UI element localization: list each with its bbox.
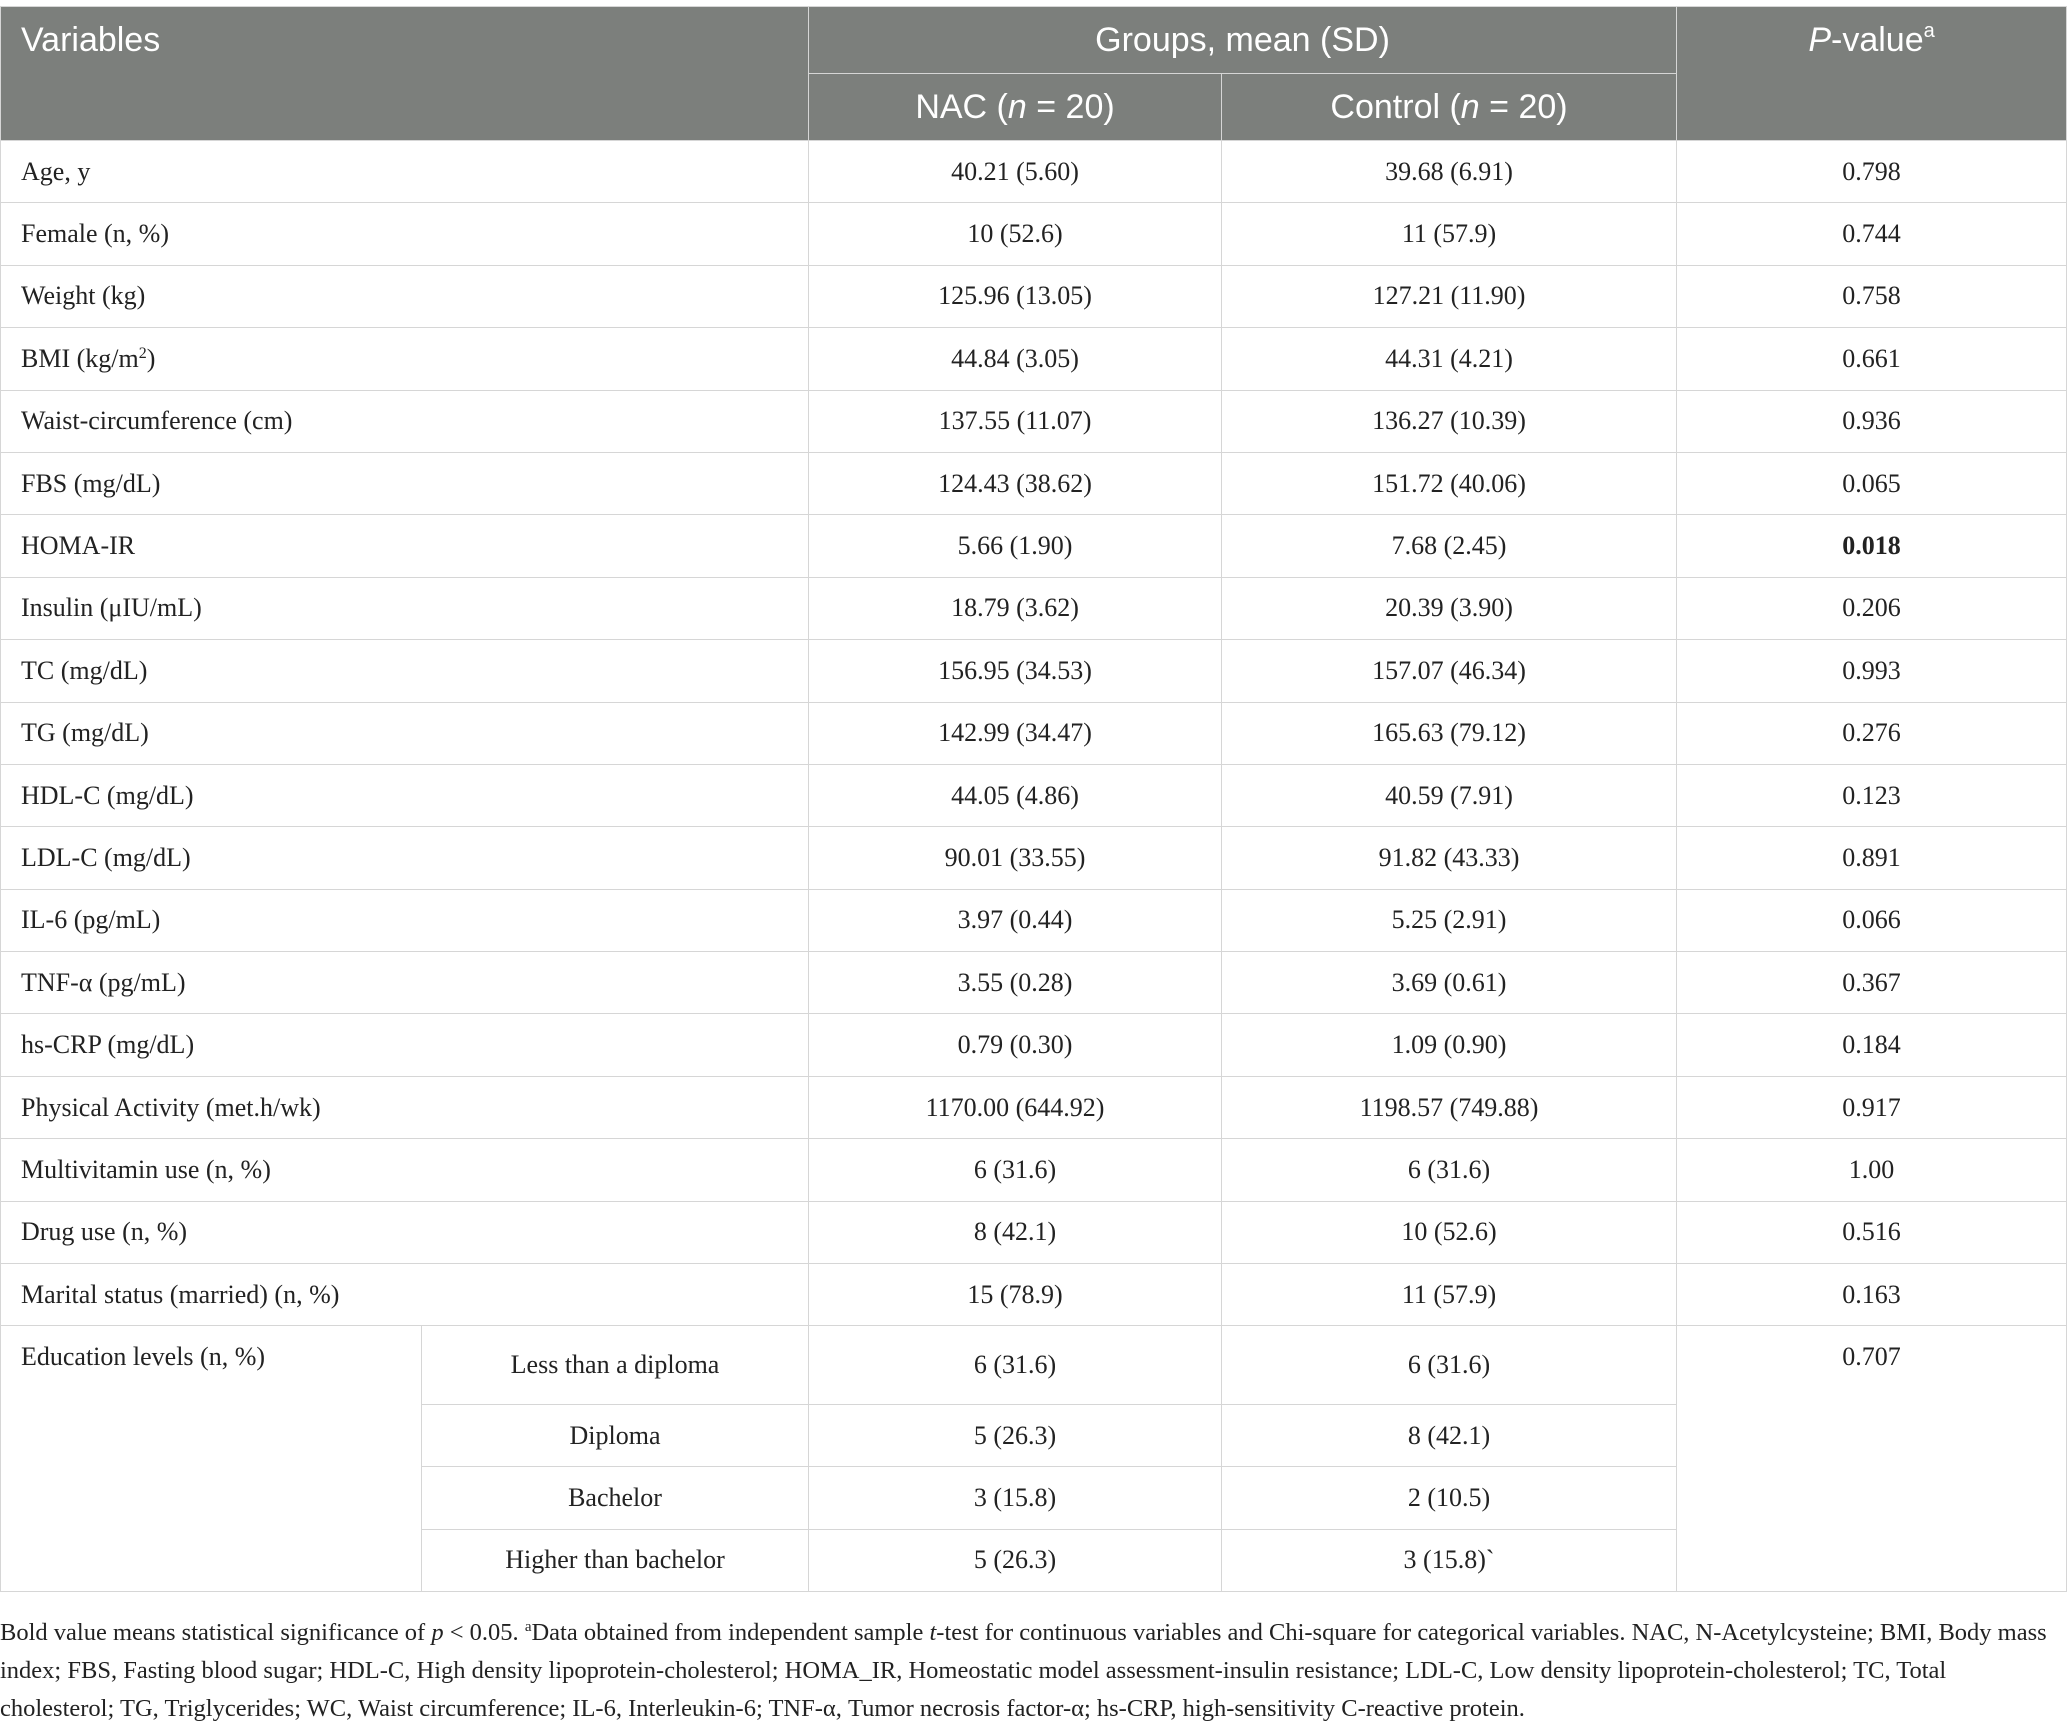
table-row [1,452,2067,514]
variable-cell: Multivitamin use (n, %) [1,1139,809,1201]
control-cell: 6 (31.6) [1222,1139,1677,1201]
table-row [1,952,2067,1014]
table-footnote: Bold value means statistical significance of p < 0.05. $^a$Data obtained from independent sample t-test for continuous variables and Chi-square for categorical variables. NAC, N-Acetylcysteine; BMI, Body mass index; FBS, Fasting blood sugar; HDL-C, High density lipoprotein-cholesterol; HOMA_IR, Homeostatic model assessment-insulin resistance; LDL-C, Low density lipoprotein-cholesterol; TC, Total cholesterol; TG, Triglycerides; WC, Waist circumference; IL-6, Interleukin-6; TNF-α, Tumor necrosis factor-α; hs-CRP, high-sensitivity C-reactive protein. [0,1619,2047,1722]
table-row [1,515,2067,577]
nac-cell: 15 (78.9) [809,1264,1222,1326]
nac-cell: 156.95 (34.53) [809,640,1222,702]
control-cell: 10 (52.6) [1222,1201,1677,1263]
variable-cell: FBS (mg/dL) [1,452,809,514]
nac-cell: 124.43 (38.62) [809,452,1222,514]
education-level-cell: Bachelor [422,1467,809,1529]
table-row [1,1014,2067,1076]
table-row [1,640,2067,702]
p-value-cell: 0.993 [1677,640,2067,702]
education-variable-cell: Education levels (n, %) [1,1326,422,1404]
p-value-cell: 0.798 [1677,141,2067,203]
p-value-cell: 0.936 [1677,390,2067,452]
p-value-cell: 0.367 [1677,952,2067,1014]
variable-cell: TNF-α (pg/mL) [1,952,809,1014]
nac-cell: 5 (26.3) [809,1404,1222,1466]
education-spacer-cell [1,1467,422,1529]
p-value-cell: 0.123 [1677,764,2067,826]
control-cell: 8 (42.1) [1222,1404,1677,1466]
education-level-cell: Higher than bachelor [422,1529,809,1591]
control-cell: 91.82 (43.33) [1222,827,1677,889]
nac-cell: 3.55 (0.28) [809,952,1222,1014]
control-cell: 127.21 (11.90) [1222,265,1677,327]
table-row [1,827,2067,889]
baseline-characteristics-table [0,6,2067,1592]
p-value-cell: 0.206 [1677,577,2067,639]
nac-cell: 142.99 (34.47) [809,702,1222,764]
p-value-cell: 0.516 [1677,1201,2067,1263]
header-p-value: P-value$^a$ [1677,7,2067,141]
variable-cell: Drug use (n, %) [1,1201,809,1263]
p-value-cell: 0.758 [1677,265,2067,327]
control-cell: 40.59 (7.91) [1222,764,1677,826]
control-cell: 165.63 (79.12) [1222,702,1677,764]
header-groups: Groups, mean (SD) [809,7,1677,74]
nac-cell: 5.66 (1.90) [809,515,1222,577]
control-cell: 1.09 (0.90) [1222,1014,1677,1076]
education-level-cell: Diploma [422,1404,809,1466]
p-value-cell: 0.276 [1677,702,2067,764]
education-spacer-cell [1677,1529,2067,1591]
control-cell: 6 (31.6) [1222,1326,1677,1404]
header-variables: Variables [1,7,809,141]
table-row [1,141,2067,203]
variable-cell: TC (mg/dL) [1,640,809,702]
nac-cell: 44.05 (4.86) [809,764,1222,826]
control-cell: 3 (15.8)` [1222,1529,1677,1591]
p-value-cell: 0.163 [1677,1264,2067,1326]
variable-cell: BMI $(kg/m^2)$ [1,328,809,390]
table-row [1,702,2067,764]
variable-cell: Female (n, %) [1,203,809,265]
control-cell: 1198.57 (749.88) [1222,1076,1677,1138]
p-value-cell: 0.917 [1677,1076,2067,1138]
nac-cell: 5 (26.3) [809,1529,1222,1591]
nac-cell: 10 (52.6) [809,203,1222,265]
variable-cell: IL-6 (pg/mL) [1,889,809,951]
variable-cell: HDL-C (mg/dL) [1,764,809,826]
control-cell: 7.68 (2.45) [1222,515,1677,577]
education-spacer-cell [1,1404,422,1466]
p-value-cell: 0.661 [1677,328,2067,390]
nac-cell: 44.84 (3.05) [809,328,1222,390]
p-value-cell: 0.066 [1677,889,2067,951]
nac-cell: 6 (31.6) [809,1326,1222,1404]
p-value-cell: 0.744 [1677,203,2067,265]
control-cell: 136.27 (10.39) [1222,390,1677,452]
education-spacer-cell [1677,1404,2067,1466]
variable-cell: Waist-circumference (cm) [1,390,809,452]
education-level-cell: Less than a diploma [422,1326,809,1404]
nac-cell: 0.79 (0.30) [809,1014,1222,1076]
variable-cell: Insulin (μIU/mL) [1,577,809,639]
table-row [1,1264,2067,1326]
table-row [1,1201,2067,1263]
variable-cell: HOMA-IR [1,515,809,577]
variable-cell: Weight (kg) [1,265,809,327]
education-spacer-cell [1,1529,422,1591]
p-value-cell: 0.891 [1677,827,2067,889]
table-row [1,1076,2067,1138]
table-row [1,764,2067,826]
header-nac: NAC (n = 20) [809,74,1222,141]
nac-cell: 3.97 (0.44) [809,889,1222,951]
variable-cell: Physical Activity (met.h/wk) [1,1076,809,1138]
variable-cell: Marital status (married) (n, %) [1,1264,809,1326]
control-cell: 20.39 (3.90) [1222,577,1677,639]
education-p-value-cell: 0.707 [1677,1326,2067,1404]
table-row [1,390,2067,452]
nac-cell: 90.01 (33.55) [809,827,1222,889]
control-cell: 5.25 (2.91) [1222,889,1677,951]
education-row [1,1404,2067,1466]
p-value-cell: 0.065 [1677,452,2067,514]
control-cell: 11 (57.9) [1222,1264,1677,1326]
variable-cell: TG (mg/dL) [1,702,809,764]
nac-cell: 1170.00 (644.92) [809,1076,1222,1138]
table-row [1,1139,2067,1201]
variable-cell: Age, y [1,141,809,203]
control-cell: 3.69 (0.61) [1222,952,1677,1014]
table-row [1,265,2067,327]
control-cell: 157.07 (46.34) [1222,640,1677,702]
education-row [1,1326,2067,1404]
p-value-cell-significant: 0.018 [1677,515,2067,577]
education-spacer-cell [1677,1467,2067,1529]
header-row-1 [1,7,2067,74]
p-value-cell: 0.184 [1677,1014,2067,1076]
control-cell: 151.72 (40.06) [1222,452,1677,514]
nac-cell: 3 (15.8) [809,1467,1222,1529]
header-control: Control (n = 20) [1222,74,1677,141]
control-cell: 11 (57.9) [1222,203,1677,265]
nac-cell: 40.21 (5.60) [809,141,1222,203]
table-row [1,889,2067,951]
control-cell: 44.31 (4.21) [1222,328,1677,390]
nac-cell: 6 (31.6) [809,1139,1222,1201]
variable-cell: hs-CRP (mg/dL) [1,1014,809,1076]
education-row [1,1467,2067,1529]
control-cell: 39.68 (6.91) [1222,141,1677,203]
nac-cell: 18.79 (3.62) [809,577,1222,639]
control-cell: 2 (10.5) [1222,1467,1677,1529]
table-row [1,328,2067,390]
table-row [1,577,2067,639]
variable-cell: LDL-C (mg/dL) [1,827,809,889]
table-row [1,203,2067,265]
nac-cell: 125.96 (13.05) [809,265,1222,327]
education-row [1,1529,2067,1591]
nac-cell: 8 (42.1) [809,1201,1222,1263]
nac-cell: 137.55 (11.07) [809,390,1222,452]
p-value-cell: 1.00 [1677,1139,2067,1201]
